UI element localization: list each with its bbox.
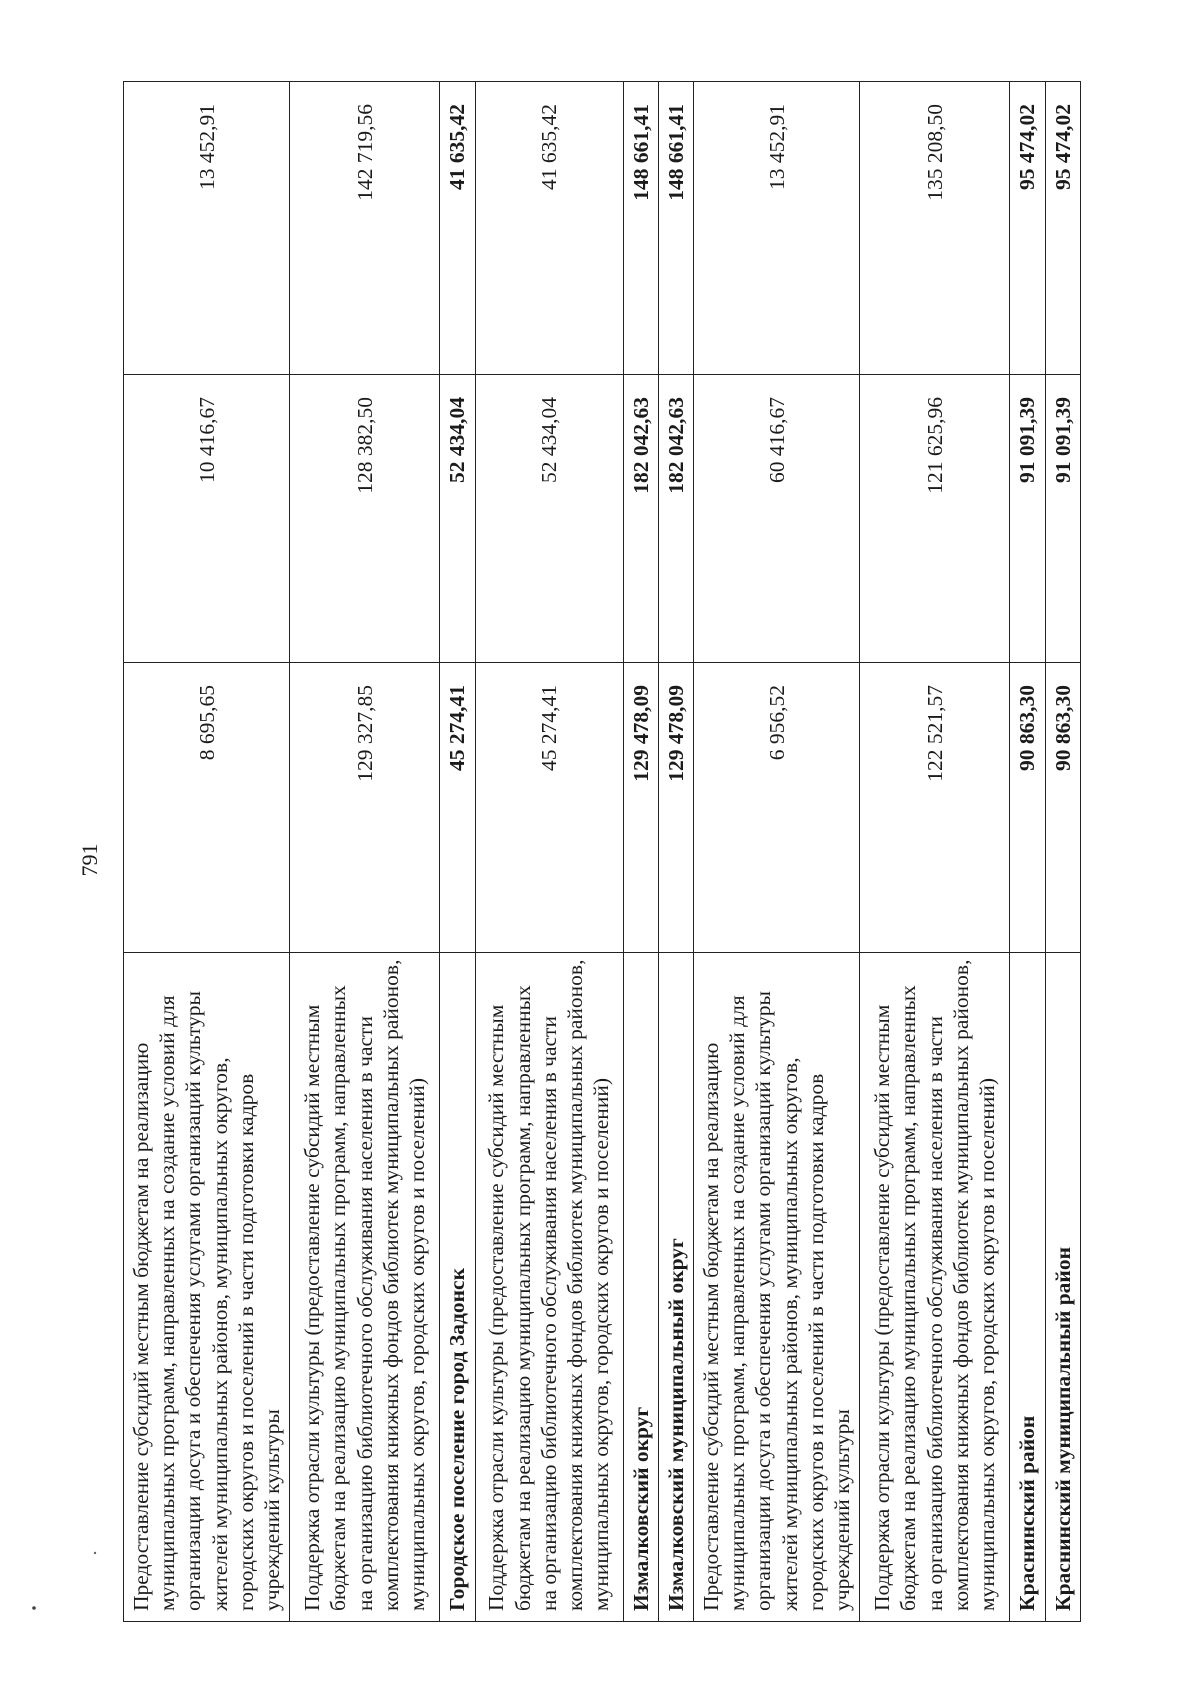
row-value-2: 52 434,04: [440, 375, 475, 663]
page-number: 791: [77, 843, 102, 877]
row-value-1: 45 274,41: [475, 663, 623, 953]
row-value-2: 10 416,67: [124, 375, 290, 663]
row-value-3: 95 474,02: [1045, 82, 1080, 375]
row-value-3: 41 635,42: [475, 82, 623, 375]
table-row: [124, 82, 290, 1622]
row-description: Поддержка отрасли культуры (предоставление субсидий местным бюджетам на реализацию муниципальных программ, направленных на организацию библиотечного обслуживания населения в части комплектования книжных фондов библиотек муниципальных районов, муниципальных округов, городских округов и поселений): [860, 953, 1010, 1622]
row-value-2: 60 416,67: [693, 375, 859, 663]
table-row: [475, 82, 623, 1622]
table-row: [290, 82, 440, 1622]
row-value-1: 129 478,09: [623, 663, 658, 953]
row-description: Краснинский муниципальный район: [1045, 953, 1080, 1622]
table-row: [658, 82, 693, 1622]
row-value-2: 121 625,96: [860, 375, 1010, 663]
row-value-2: 91 091,39: [1045, 375, 1080, 663]
row-description: Предоставление субсидий местным бюджетам на реализацию муниципальных программ, направленных на создание условий для организации досуга и обеспечения услугами организаций культуры жителей муниципальных районов, муниципальных округов, городских округов и поселений в части подготовки кадров учреждений культуры: [693, 953, 859, 1622]
budget-table: [123, 81, 1081, 1622]
row-value-3: 142 719,56: [290, 82, 440, 375]
row-value-1: 45 274,41: [440, 663, 475, 953]
row-description: Поддержка отрасли культуры (предоставление субсидий местным бюджетам на реализацию муниципальных программ, направленных на организацию библиотечного обслуживания населения в части комплектования книжных фондов библиотек муниципальных районов, муниципальных округов, городских округов и поселений): [475, 953, 623, 1622]
table-body: [124, 82, 1081, 1622]
row-value-3: 13 452,91: [124, 82, 290, 375]
row-value-2: 182 042,63: [658, 375, 693, 663]
row-description: Краснинский район: [1010, 953, 1045, 1622]
row-value-3: 148 661,41: [623, 82, 658, 375]
rotated-table-wrapper: [123, 82, 1075, 1622]
row-value-3: 13 452,91: [693, 82, 859, 375]
scan-speck: [94, 1552, 96, 1554]
table-row: [1010, 82, 1045, 1622]
row-value-3: 95 474,02: [1010, 82, 1045, 375]
table-row: [440, 82, 475, 1622]
row-value-1: 90 863,30: [1010, 663, 1045, 953]
row-value-3: 41 635,42: [440, 82, 475, 375]
row-value-1: 129 478,09: [658, 663, 693, 953]
row-value-1: 90 863,30: [1045, 663, 1080, 953]
row-description: Измалковский округ: [623, 953, 658, 1622]
row-value-1: 122 521,57: [860, 663, 1010, 953]
table-row: [860, 82, 1010, 1622]
row-value-1: 6 956,52: [693, 663, 859, 953]
row-value-2: 52 434,04: [475, 375, 623, 663]
row-value-2: 128 382,50: [290, 375, 440, 663]
table-row: [693, 82, 859, 1622]
row-description: Поддержка отрасли культуры (предоставление субсидий местным бюджетам на реализацию муниципальных программ, направленных на организацию библиотечного обслуживания населения в части комплектования книжных фондов библиотек муниципальных районов, муниципальных округов, городских округов и поселений): [290, 953, 440, 1622]
row-value-3: 135 208,50: [860, 82, 1010, 375]
row-value-2: 182 042,63: [623, 375, 658, 663]
row-value-1: 8 695,65: [124, 663, 290, 953]
row-description: Измалковский муниципальный округ: [658, 953, 693, 1622]
row-description: Городское поселение город Задонск: [440, 953, 475, 1622]
table-row: [1045, 82, 1080, 1622]
table-row: [623, 82, 658, 1622]
row-description: Предоставление субсидий местным бюджетам на реализацию муниципальных программ, направленных на создание условий для организации досуга и обеспечения услугами организаций культуры жителей муниципальных районов, муниципальных округов, городских округов и поселений в части подготовки кадров учреждений культуры: [124, 953, 290, 1622]
row-value-2: 91 091,39: [1010, 375, 1045, 663]
row-value-1: 129 327,85: [290, 663, 440, 953]
scan-speck: [32, 1606, 36, 1610]
row-value-3: 148 661,41: [658, 82, 693, 375]
